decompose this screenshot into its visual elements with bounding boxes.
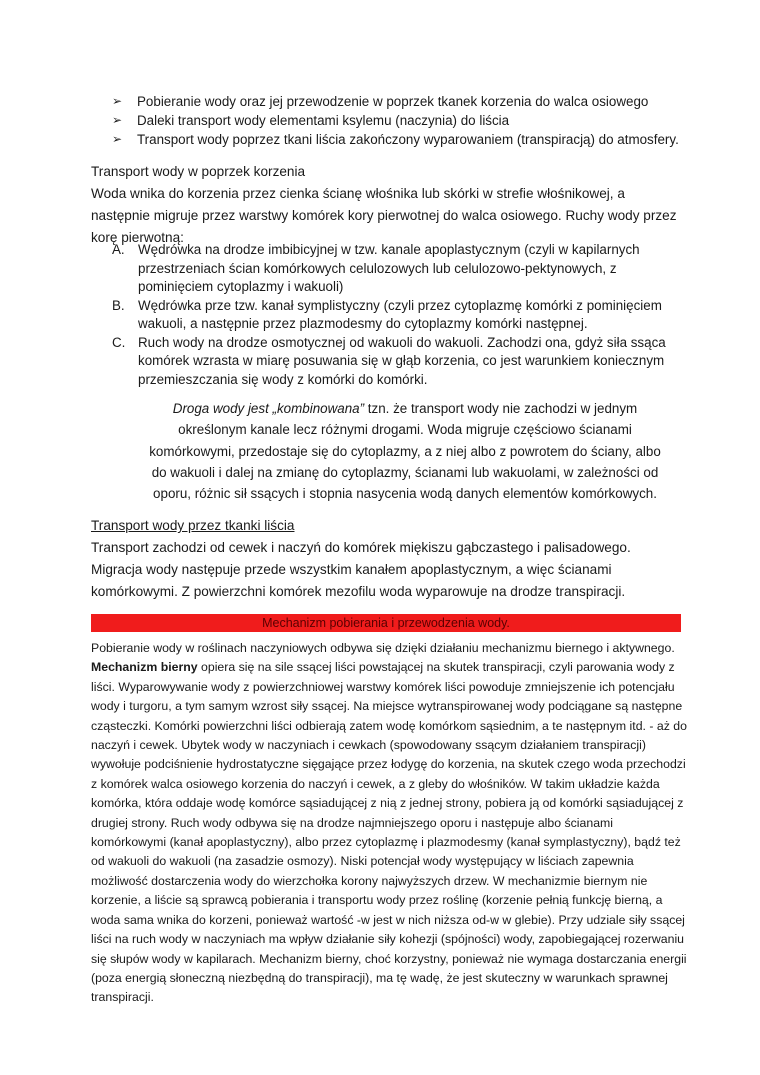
section-title: Transport wody przez tkanki liścia (91, 518, 295, 533)
mechanism-paragraph (91, 639, 687, 1008)
enumerated-list (112, 241, 692, 389)
item-text: Wędrówka na drodze imbibicyjnej w tzw. kanale apoplastycznym (czyli w kapilarnych przestrzeniach ścian komórkowych celulozowych lub celulozowo-pektynowych, z pominięciem cytoplazmy i wakuoli) (138, 242, 640, 294)
italic-lead: Droga wody jest „kombinowana” (172, 401, 365, 416)
item-label: A. (112, 242, 125, 257)
paragraph-intro: Pobieranie wody w roślinach naczyniowych odbywa się dzięki działaniu mechanizmu biernego i aktywnego. (91, 641, 675, 655)
list-item (112, 92, 702, 111)
section-banner (91, 614, 681, 632)
bullet-text: Transport wody poprzez tkani liścia zakończony wyparowaniem (transpiracją) do atmosfery. (137, 132, 679, 147)
bullet-text: Pobieranie wody oraz jej przewodzenie w poprzek tkanek korzenia do walca osiowego (137, 94, 649, 109)
section-title: Transport wody w poprzek korzenia (91, 164, 306, 179)
section-intro: Woda wnika do korzenia przez cienka ścianę włośnika lub skórki w strefie włośnikowej, a następnie migruje przez warstwy komórek kory pierwotnej do walca osiowego. Ruchy wody przez korę pierwotną: (91, 186, 677, 245)
bullet-list (112, 92, 702, 149)
paragraph-text: opiera się na sile ssącej liści powstającej na skutek transpiracji, czyli parowania wody z liści. Wyparowywanie wody z powierzchniowej warstwy komórek liści powoduje zmniejszenie ich potencjału wody i turgoru, a tym samym wzrost siły ssącej. Na miejsce wytranspirowanej wody podciągane są następne cząsteczki. Komórki powierzchni liści odbierają zatem wodę komórkom sąsiednim, a te następnym itd. - aż do naczyń i cewek. Ubytek wody w naczyniach i cewkach (spowodowany ssącym działaniem transpiracji) wywołuje podciśnienie hydrostatyczne sięgające przez łodygę do korzenia, na skutek czego woda przechodzi z komórek walca osiowego korzenia do naczyń i cewek, a z gleby do włośników. W takim układzie każda komórka, która oddaje wodę komórce sąsiadującej z nią z jednej strony, pobiera ją od komórki sąsiadującej z drugiej strony. Ruch wody odbywa się na drodze najmniejszego oporu i następuje albo ścianami komórkowymi (kanał apoplastyczny), albo przez cytoplazmę i plazmodesmy (kanał symplastyczny), bądź też od wakuoli do wakuoli (na zasadzie osmozy). Niski potencjał wody występujący w liściach zapewnia możliwość dostarczenia wody do wierzchołka korony najwyższych drzew. W mechanizmie biernym nie korzenie, a liście są sprawcą pobierania i transportu wody przez roślinę (korzenie pełnią funkcję bierną, a woda sama wnika do korzeni, ponieważ wartość -w jest w nich niższa od-w w glebie). Przy udziale siły ssącej liści na ruch wody w naczyniach ma wpływ działanie siły kohezji (spójności) wody, zapobiegającej rozerwaniu się słupów wody w kapilarach. Mechanizm bierny, choć korzystny, ponieważ nie wymaga dostarczania energii (poza energią słoneczną niezbędną do transpiracji), ma tę wadę, że jest skuteczny w warunkach sprawnej transpiracji. (91, 660, 687, 1005)
section-text: Transport zachodzi od cewek i naczyń do komórek miękiszu gąbczastego i palisadowego. Migracja wody następuje przede wszystkim kanałem apoplastycznym, a więc ścianami komórkowymi. Z powierzchni komórek mezofilu woda wyparowuje na drodze transpiracji. (91, 540, 631, 599)
bold-term: Mechanizm bierny (91, 660, 198, 675)
arrow-bullet-icon: ➢ (112, 113, 123, 127)
list-item (112, 111, 702, 130)
item-text: Wędrówka prze tzw. kanał symplistyczny (czyli przez cytoplazmę komórki z pominięciem wakuoli, a następnie przez plazmodesmy do cytoplazmy komórki następnej. (138, 297, 662, 331)
list-item (112, 297, 692, 334)
paragraph-text: tzn. że transport wody nie zachodzi w jednym określonym kanale lecz różnymi drogami. Woda migruje częściowo ścianami komórkowymi, przedostaje się do cytoplazmy, a z niej albo z powrotem do ściany, albo do wakuoli i dalej na zmianę do cytoplazmy, ścianami lub wakuolami, w zależności od oporu, różnic sił ssących i stopnia nasycenia wodą danych elementów komórkowych. (149, 401, 661, 502)
list-item (112, 130, 702, 149)
list-item (112, 241, 692, 297)
list-item (112, 334, 692, 390)
item-text: Ruch wody na drodze osmotycznej od wakuoli do wakuoli. Zachodzi ona, gdyż siła ssąca komórek wzrasta w miarę posuwania się w głąb korzenia, co jest warunkiem koniecznym przemieszczania się wody z komórki do komórki. (138, 334, 666, 387)
item-label: C. (112, 334, 126, 350)
banner-title: Mechanizm pobierania i przewodzenia wody. (262, 616, 510, 630)
item-label: B. (112, 297, 125, 313)
arrow-bullet-icon: ➢ (112, 132, 123, 146)
section-root-transport (91, 161, 681, 249)
arrow-bullet-icon: ➢ (112, 94, 123, 108)
bullet-text: Daleki transport wody elementami ksylemu (naczynia) do liścia (137, 113, 510, 128)
section-leaf-transport (91, 515, 681, 603)
combined-route-paragraph (140, 398, 670, 504)
